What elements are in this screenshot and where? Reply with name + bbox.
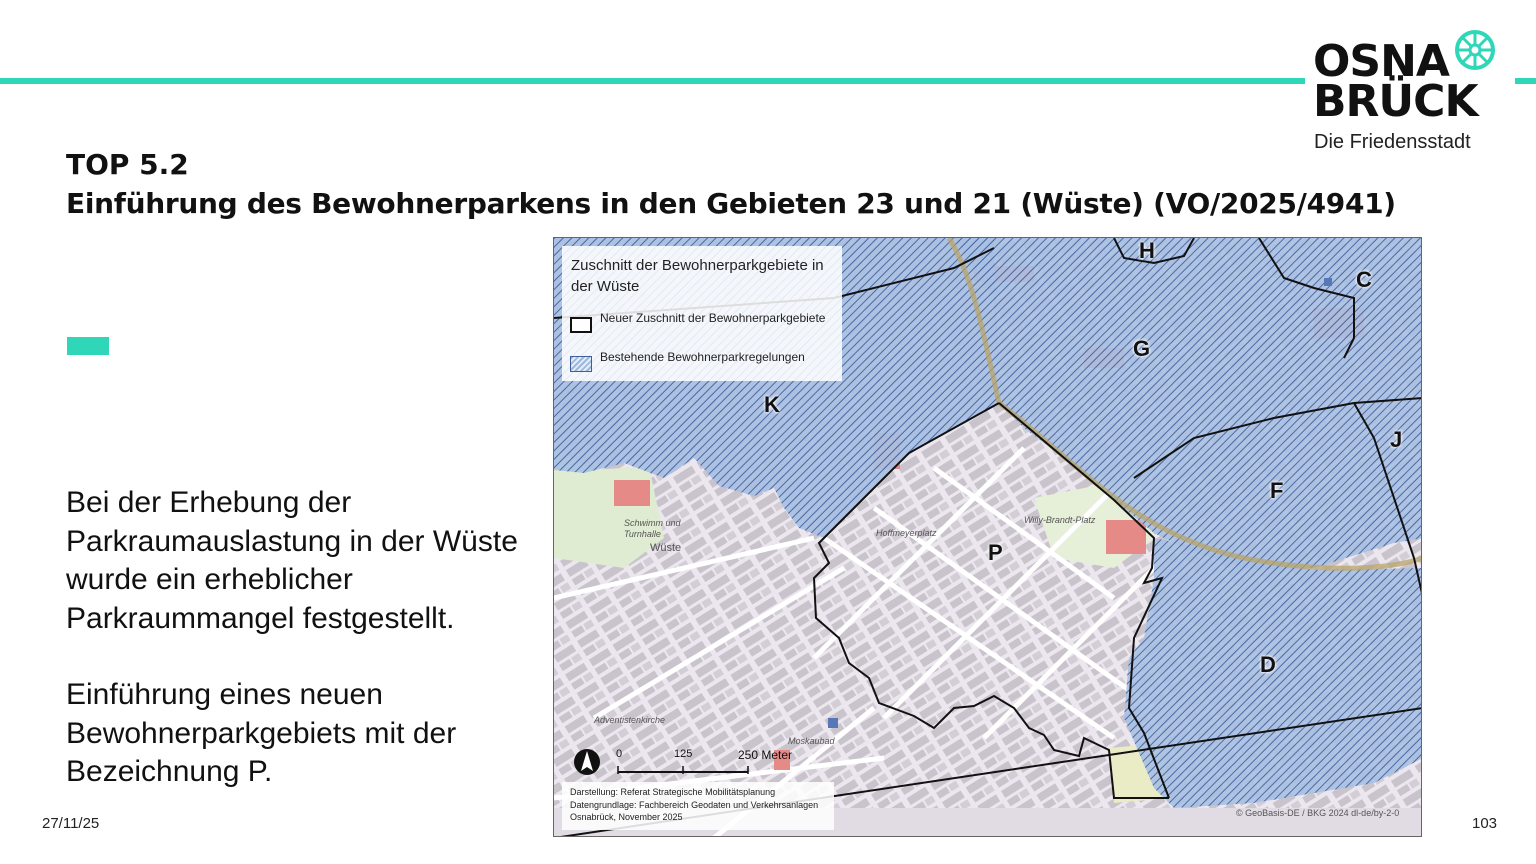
parking-zones-map [553,237,1422,837]
place-label-school: Schwimm und Turnhalle [624,518,681,539]
zone-label-p: P [988,540,1003,565]
map-credits [562,782,834,830]
legend-item-existing-zones: Bestehende Bewohnerparkregelungen [600,350,805,364]
legend-swatch-existing-hatch [570,356,592,372]
zone-label-h: H [1139,238,1155,263]
wheel-icon [1453,28,1497,72]
zone-label-c: C [1356,267,1372,292]
place-label-moskaubad: Moskaubad [788,736,835,746]
title-text: Einführung des Bewohnerparkens in den Gebieten 23 und 21 (Wüste) (VO/2025/4941) [66,187,1396,220]
zone-label-g: G [1133,336,1151,361]
legend-item-new-boundary: Neuer Zuschnitt der Bewohnerparkgebiete [600,311,826,325]
place-label-willy-brandt-platz: Willy-Brandt-Platz [1024,515,1096,525]
credits-line-1: Darstellung: Referat Strategische Mobilitätsplanung [570,787,776,797]
paragraph-new-zone: Einführung eines neuen Bewohnerparkgebiets mit der Bezeichnung P. [66,678,457,788]
scale-bar [572,746,802,782]
scale-label-250: 250 Meter [738,748,793,762]
legend-swatch-new-boundary [570,317,592,333]
page-number: 103 [1472,815,1498,832]
accent-bar [67,337,109,355]
legend-title: Zuschnitt der Bewohnerparkgebiete in der Wüste [571,257,824,295]
footer-date: 27/11/25 [42,815,100,832]
top-label: TOP 5.2 [66,148,189,181]
credits-line-3: Osnabrück, November 2025 [570,812,683,822]
logo-line-2: BRÜCK [1313,76,1478,127]
scale-label-125: 125 [674,748,693,760]
zone-label-j: J [1390,427,1403,452]
place-label-wueste: Wüste [650,542,682,554]
place-label-church: Adventistenkirche [594,715,666,725]
logo-subtitle: Die Friedensstadt [1314,131,1471,153]
map-copyright: © GeoBasis-DE / BKG 2024 dl-de/by-2-0 [1236,808,1400,818]
map-legend [562,246,842,381]
scale-label-0: 0 [616,748,623,760]
logo-line-1: OSNA [1313,36,1449,87]
credits-line-2: Datengrundlage: Fachbereich Geodaten und Verkehrsanlagen [570,799,819,810]
place-label-hoffmeyerplatz: Hoffmeyerplatz [876,528,937,538]
paragraph-survey: Bei der Erhebung der Parkraumauslastung in der Wüste wurde ein erheblicher Parkraummangel festgestellt. [66,486,518,635]
osnabrueck-logo [1305,28,1515,156]
zone-label-f: F [1270,478,1284,503]
zone-label-d: D [1260,652,1276,677]
zone-label-k: K [764,392,780,417]
slide-title [66,146,1396,224]
